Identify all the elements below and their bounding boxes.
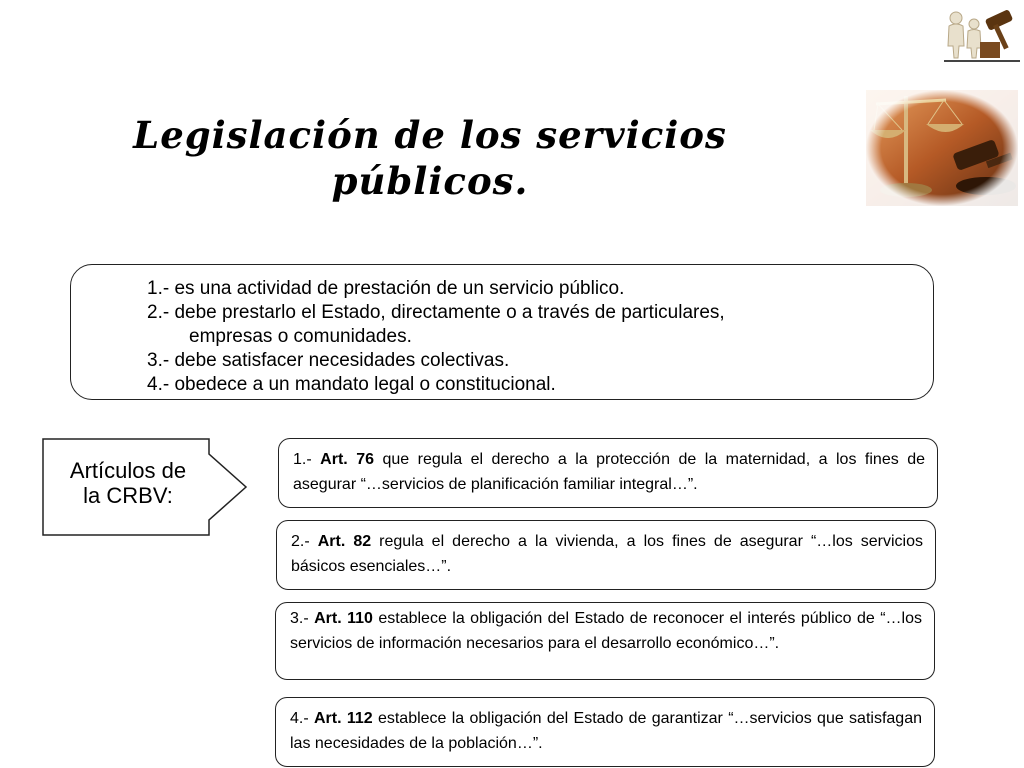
articles-label-callout: [42, 438, 248, 536]
article-prefix: 2.-: [291, 533, 318, 550]
articles-label: [48, 458, 208, 508]
article-box-112: [275, 697, 935, 767]
characteristic-item: 1.- es una actividad de prestación de un servicio público.: [147, 278, 625, 299]
article-text: establece la obligación del Estado de reconocer el interés público de “…los servicios de información necesarios para el desarrollo económico…”.: [290, 610, 922, 652]
article-box-76: [278, 438, 938, 508]
scales-and-gavel-photo: [866, 90, 1018, 206]
article-ref: Art. 76: [320, 451, 374, 468]
article-prefix: 3.-: [290, 610, 315, 627]
article-ref: Art. 112: [313, 710, 373, 727]
article-box-82: [276, 520, 936, 590]
characteristic-item: 3.- debe satisfacer necesidades colectivas.: [147, 350, 510, 371]
article-ref: Art. 110: [314, 610, 373, 627]
characteristic-item-continuation: empresas o comunidades.: [189, 326, 412, 347]
characteristic-item: 4.- obedece a un mandato legal o constitucional.: [147, 374, 556, 395]
article-text: que regula el derecho a la protección de la maternidad, a los fines de asegurar “…servicios de planificación familiar integral…”.: [293, 451, 926, 493]
article-text: establece la obligación del Estado de garantizar “…servicios que satisfagan las necesidades de la población…”.: [290, 710, 922, 752]
title-line-2: públicos.: [331, 159, 529, 203]
article-ref: Art. 82: [317, 533, 372, 550]
characteristic-item: 2.- debe prestarlo el Estado, directamente o a través de particulares,: [147, 302, 725, 323]
article-text: regula el derecho a la vivienda, a los fines de asegurar “…los servicios básicos esenciales…”.: [291, 533, 924, 575]
title-line-1: Legislación de los servicios: [133, 113, 727, 157]
articles-label-line-2: la CRBV:: [83, 483, 173, 508]
people-with-gavel-icon: [944, 6, 1020, 64]
articles-label-line-1: Artículos de: [69, 458, 187, 483]
characteristics-box: [70, 264, 934, 400]
article-prefix: 4.-: [290, 710, 314, 727]
article-prefix: 1.-: [293, 451, 321, 468]
page-title: [60, 112, 800, 204]
article-box-110: [275, 602, 935, 680]
